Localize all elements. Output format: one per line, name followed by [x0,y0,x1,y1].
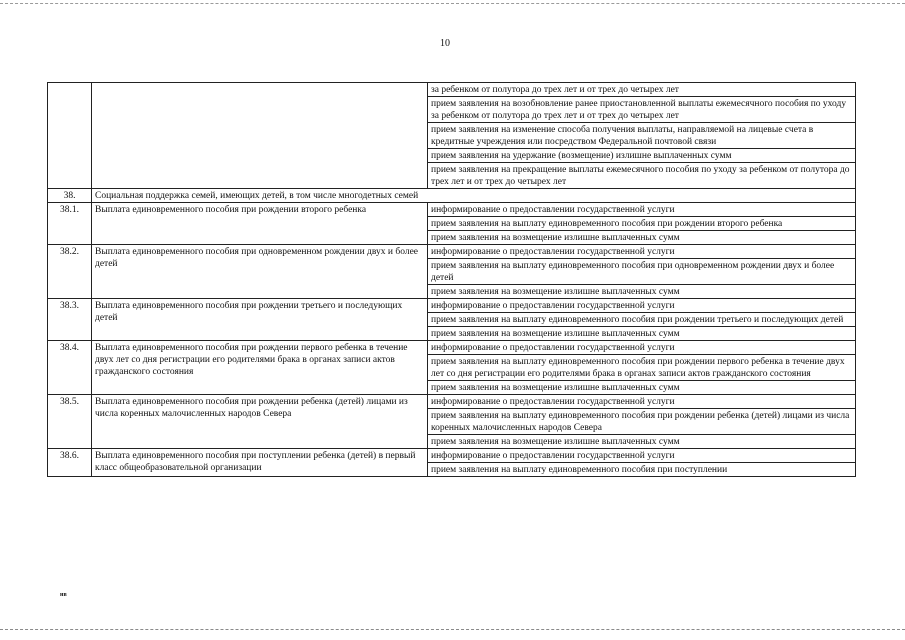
operation-cell: прием заявления на выплату единовременного пособия при одновременном рождении двух и более детей [428,259,856,285]
operation-cell: прием заявления на выплату единовременного пособия при рождении ребенка (детей) лицами из числа коренных малочисленных народов Севера [428,409,856,435]
service-name: Выплата единовременного пособия при одновременном рождении двух и более детей [92,245,428,299]
service-name: Выплата единовременного пособия при рождении первого ребенка в течение двух лет со дня регистрации его родителями брака в органах записи актов гражданского состояния [92,341,428,395]
operation-cell: прием заявления на выплату единовременного пособия при рождении третьего и последующих детей [428,313,856,327]
page-number: 10 [440,38,450,49]
number-cell [48,83,92,189]
service-name: Выплата единовременного пособия при рождении ребенка (детей) лицами из числа коренных малочисленных народов Севера [92,395,428,449]
operation-cell: прием заявления на возмещение излишне выплаченных сумм [428,327,856,341]
operation-cell: прием заявления на выплату единовременного пособия при поступлении [428,463,856,477]
operation-cell: прием заявления на выплату единовременного пособия при рождении второго ребенка [428,217,856,231]
operation-cell: прием заявления на возмещение излишне выплаченных сумм [428,381,856,395]
table-row [48,299,856,313]
item-number: 38.5. [48,395,92,449]
operation-cell: прием заявления на прекращение выплаты ежемесячного пособия по уходу за ребенком от полутора до трех лет и от трех до четырех лет [428,163,856,189]
operation-cell: информирование о предоставлении государственной услуги [428,299,856,313]
section-row [48,189,856,203]
operation-cell: прием заявления на выплату единовременного пособия при рождении первого ребенка в течение двух лет со дня регистрации его родителями брака в органах записи актов гражданского состояния [428,355,856,381]
item-number: 38.1. [48,203,92,245]
operation-cell: прием заявления на возмещение излишне выплаченных сумм [428,435,856,449]
section-number: 38. [48,189,92,203]
operation-cell: прием заявления на возмещение излишне выплаченных сумм [428,231,856,245]
operation-cell: информирование о предоставлении государственной услуги [428,245,856,259]
service-name: Выплата единовременного пособия при рождении второго ребенка [92,203,428,245]
scan-edge-bottom [0,629,905,630]
operation-cell: прием заявления на удержание (возмещение) излишне выплаченных сумм [428,149,856,163]
operation-cell: прием заявления на изменение способа получения выплаты, направляемой на лицевые счета в кредитные учреждения или посредством Федеральной почтовой связи [428,123,856,149]
services-table [47,82,856,477]
service-name: Выплата единовременного пособия при рождении третьего и последующих детей [92,299,428,341]
table-row [48,395,856,409]
table-row [48,203,856,217]
operation-cell: информирование о предоставлении государственной услуги [428,449,856,463]
operation-cell: за ребенком от полутора до трех лет и от трех до четырех лет [428,83,856,97]
section-title: Социальная поддержка семей, имеющих детей, в том числе многодетных семей [92,189,856,203]
service-name: Выплата единовременного пособия при поступлении ребенка (детей) в первый класс общеобразовательной организации [92,449,428,477]
item-number: 38.4. [48,341,92,395]
operation-cell: прием заявления на возобновление ранее приостановленной выплаты ежемесячного пособия по уходу за ребенком от полутора до трех лет и от трех до четырех лет [428,97,856,123]
item-number: 38.2. [48,245,92,299]
table-row [48,341,856,355]
operation-cell: информирование о предоставлении государственной услуги [428,395,856,409]
item-number: 38.3. [48,299,92,341]
service-name-cell [92,83,428,189]
table-row [48,83,856,97]
item-number: 38.6. [48,449,92,477]
footer-mark: нв [60,592,67,598]
operation-cell: информирование о предоставлении государственной услуги [428,341,856,355]
operation-cell: информирование о предоставлении государственной услуги [428,203,856,217]
table-row [48,449,856,463]
operation-cell: прием заявления на возмещение излишне выплаченных сумм [428,285,856,299]
scan-edge-top [0,3,905,4]
table-row [48,245,856,259]
